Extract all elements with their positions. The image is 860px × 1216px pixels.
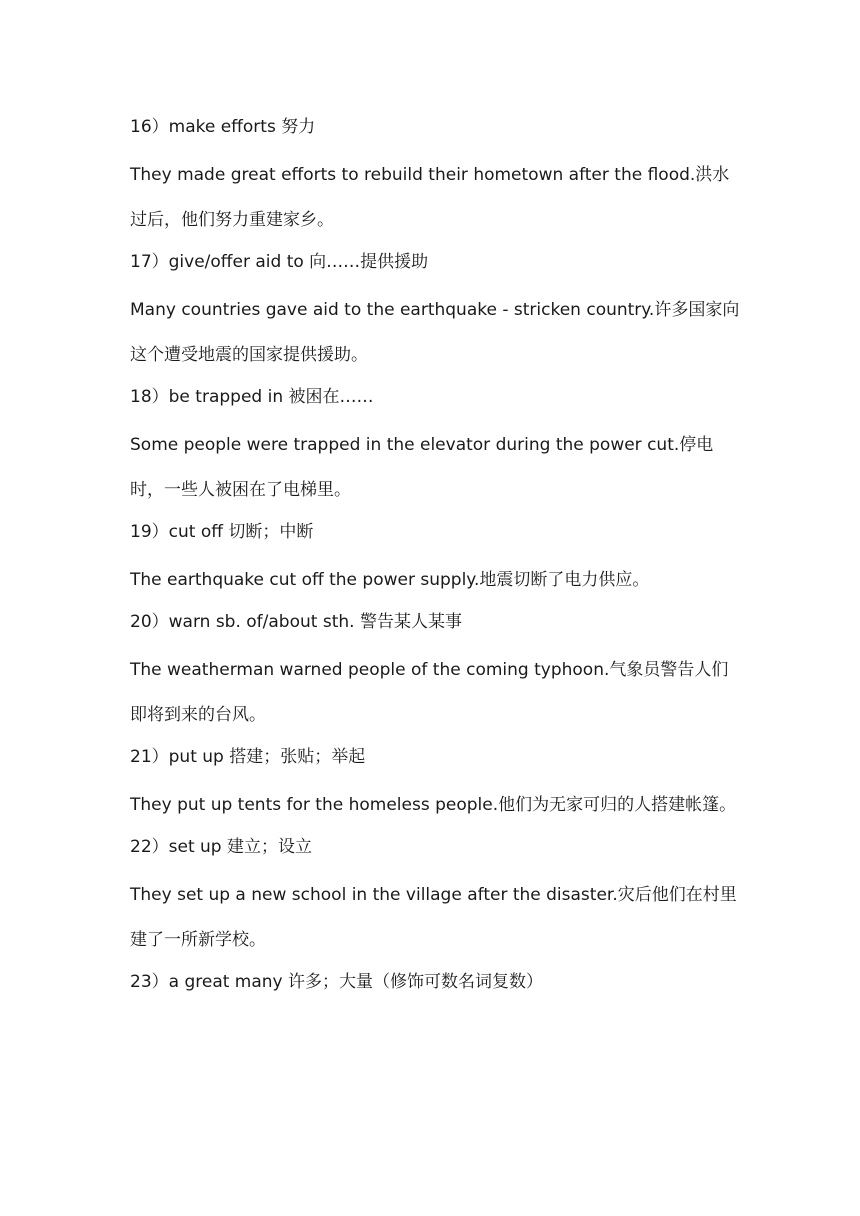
phrase-entry-16 [130, 112, 740, 243]
phrase-heading: 16）make efforts 努力 [130, 117, 316, 137]
phrase-example: They made great efforts to rebuild their hometown after the flood.洪水过后，他们努力重建家乡。 [130, 165, 730, 230]
phrase-example: The earthquake cut off the power supply.地震切断了电力供应。 [130, 570, 650, 590]
phrase-example: The weatherman warned people of the coming typhoon.气象员警告人们即将到来的台风。 [130, 660, 729, 725]
phrase-entry-21 [130, 742, 740, 828]
phrase-entry-23 [130, 967, 740, 997]
phrase-heading: 20）warn sb. of/about sth. 警告某人某事 [130, 612, 462, 632]
phrase-heading: 22）set up 建立；设立 [130, 837, 312, 857]
phrase-heading: 17）give/offer aid to 向……提供援助 [130, 252, 429, 272]
phrase-example: Some people were trapped in the elevator during the power cut.停电时，一些人被困在了电梯里。 [130, 435, 714, 500]
phrase-entry-20 [130, 607, 740, 738]
phrase-entry-18 [130, 382, 740, 513]
phrase-example: They put up tents for the homeless people.他们为无家可归的人搭建帐篷。 [130, 795, 737, 815]
phrase-heading: 18）be trapped in 被困在…… [130, 387, 374, 407]
phrase-entry-19 [130, 517, 740, 603]
phrase-heading: 19）cut off 切断；中断 [130, 522, 314, 542]
phrase-heading: 23）a great many 许多；大量（修饰可数名词复数） [130, 972, 544, 992]
phrase-example: They set up a new school in the village after the disaster.灾后他们在村里建了一所新学校。 [130, 885, 737, 950]
phrase-entry-22 [130, 832, 740, 963]
phrase-list [130, 112, 740, 1016]
phrase-entry-17 [130, 247, 740, 378]
phrase-example: Many countries gave aid to the earthquake - stricken country.许多国家向这个遭受地震的国家提供援助。 [130, 300, 740, 365]
phrase-heading: 21）put up 搭建；张贴；举起 [130, 747, 366, 767]
